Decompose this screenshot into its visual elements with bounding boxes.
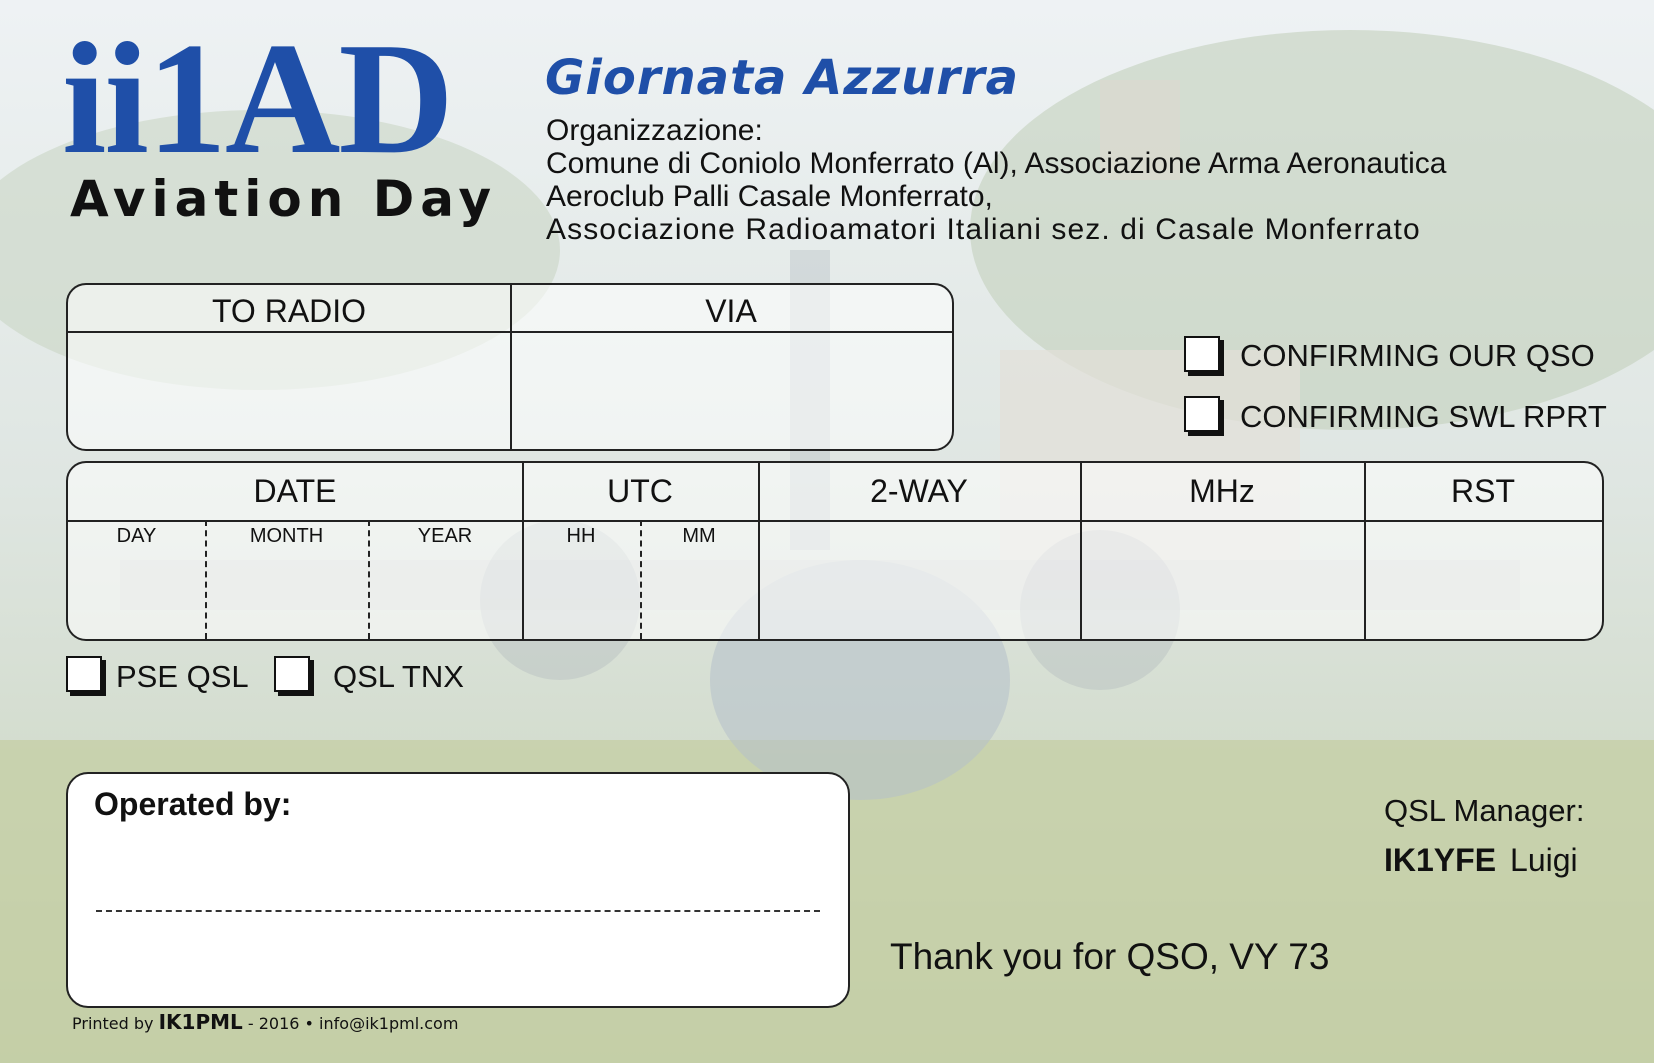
organization-line: Associazione Radioamatori Italiani sez. di Casale Monferrato — [546, 213, 1421, 246]
qsl-manager-call: IK1YFE — [1384, 842, 1497, 878]
printer-credit — [72, 1010, 458, 1034]
mm-subheader: MM — [682, 525, 716, 547]
address-table — [66, 283, 954, 451]
operator-label: Operated by: — [94, 786, 292, 822]
two-way-header: 2-WAY — [870, 473, 968, 509]
printer-call: IK1PML — [158, 1010, 243, 1034]
qsl-manager — [1384, 842, 1578, 879]
rst-header: RST — [1451, 473, 1515, 509]
month-subheader: MONTH — [249, 525, 324, 547]
operator-box — [66, 772, 850, 1008]
event-subtitle: Aviation Day — [70, 170, 498, 228]
mhz-header: MHz — [1189, 473, 1255, 509]
printed-by-label: Printed by — [72, 1014, 154, 1033]
organization-line: Comune di Coniolo Monferrato (Al), Associazione Arma Aeronautica — [546, 147, 1447, 180]
qsl-tnx-checkbox[interactable] — [274, 656, 310, 692]
pse-qsl-label: PSE QSL — [116, 659, 249, 694]
to-radio-field[interactable] — [72, 335, 506, 443]
thanks-text: Thank you for QSO, VY 73 — [890, 936, 1330, 977]
via-header: VIA — [705, 293, 757, 329]
pse-qsl-checkbox[interactable] — [66, 656, 102, 692]
confirm-qso-label: CONFIRMING OUR QSO — [1240, 338, 1595, 373]
date-header: DATE — [253, 473, 337, 509]
event-title: Giornata Azzurra — [545, 50, 1020, 106]
callsign-logo: ii1AD — [62, 9, 452, 187]
confirm-qso-checkbox[interactable] — [1184, 336, 1220, 372]
confirm-swl-checkbox[interactable] — [1184, 396, 1220, 432]
qsl-tnx-label: QSL TNX — [333, 659, 464, 694]
to-radio-header: TO RADIO — [211, 293, 367, 329]
printer-info: - 2016 • info@ik1pml.com — [242, 1014, 459, 1033]
organization-line: Aeroclub Palli Casale Monferrato, — [546, 180, 993, 213]
organization-block — [546, 114, 1446, 246]
via-field[interactable] — [516, 335, 948, 443]
qsl-manager-label: QSL Manager: — [1384, 793, 1585, 828]
confirm-swl-label: CONFIRMING SWL RPRT — [1240, 399, 1607, 434]
qso-table — [66, 461, 1604, 641]
organization-label: Organizzazione: — [546, 114, 763, 147]
hh-subheader: HH — [566, 525, 596, 547]
qsl-manager-name: Luigi — [1510, 842, 1578, 878]
operator-signature-line[interactable] — [96, 910, 820, 912]
day-subheader: DAY — [116, 525, 157, 547]
utc-header: UTC — [607, 473, 673, 509]
year-subheader: YEAR — [417, 525, 473, 547]
